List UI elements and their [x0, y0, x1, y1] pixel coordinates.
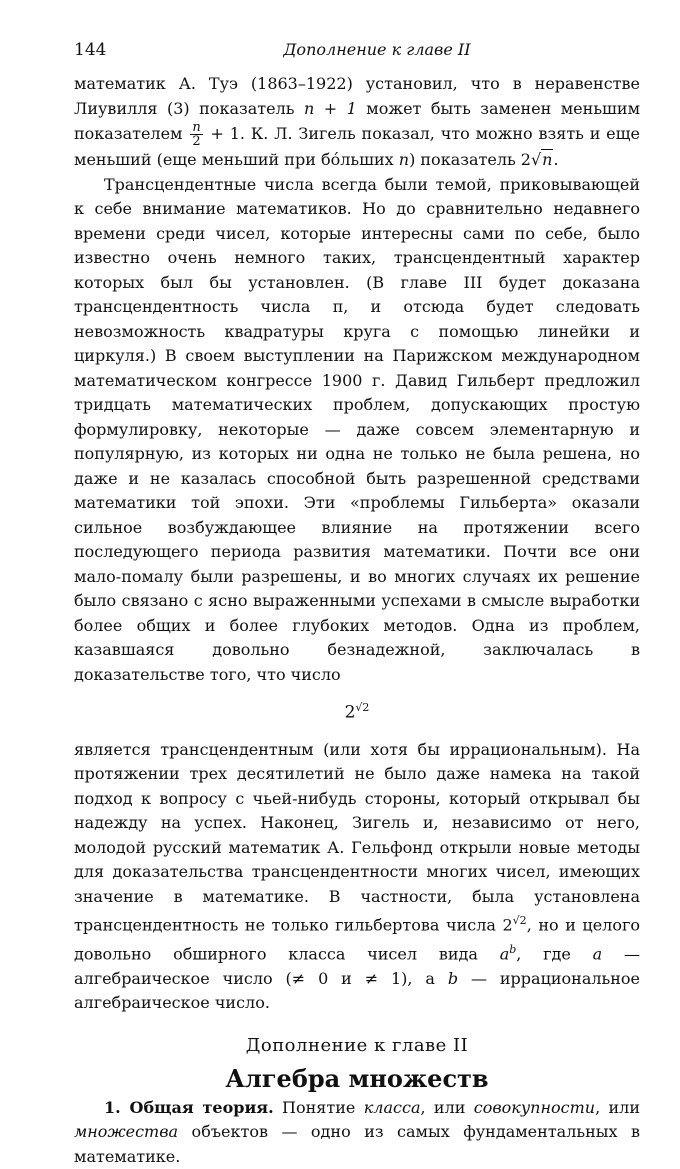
variable-b: b [447, 968, 459, 988]
section-title: Алгебра множеств [225, 1063, 489, 1093]
exponent-b: b [509, 942, 517, 956]
fraction-numerator: n [192, 120, 201, 135]
formula-n-plus-1: n + 1 [303, 98, 357, 118]
section-text-e: , или [595, 1097, 640, 1117]
page-header [74, 40, 640, 62]
fraction-n-over-2 [190, 121, 202, 148]
section-text-c: , или [420, 1097, 474, 1117]
term-class: класса [363, 1097, 421, 1117]
paragraph-3 [74, 738, 640, 1016]
paragraph-1-end: . [553, 150, 559, 169]
paragraph-1-text-f: ) показатель 2√ [409, 150, 542, 169]
section-text-g: объектов — одно из самых фундаментальных в математике. [74, 1122, 640, 1166]
paragraph-1-text-a: математик А. Туэ (1863–1922) установил, что в неравенстве Лиувилля (3) показатель [74, 74, 640, 118]
variable-a-2: a [592, 944, 603, 964]
section-paragraph [74, 1096, 640, 1169]
paragraph-3-text-f: , где [516, 944, 593, 964]
term-collection: совокупности [473, 1097, 596, 1117]
paragraph-2: Трансцендентные числа всегда были темой, приковывающей к себе внимание математиков. Но до сравнительно недавнего времени среди чисел, которые интересны сами по себе, было известно очень немного таких, трансцендентный характер которых был бы установлен. (В главе III будет доказана трансцендентность числа π, и отсюда будет следовать невозможность квадратуры круга с помощью линейки и циркуля.) В своем выступлении на Парижском международном математическом конгрессе 1900 г. Давид Гильберт предложил тридцать математических проблем, допускающих простую формулировку, некоторые — даже совсем элементарную и популярную, из которых ни одна не только не была решена, но даже и не казалась способной быть разрешенной средствами математики той эпохи. Эти «проблемы Гильберта» оказали сильное возбуждающее влияние на протяжении всего последующего периода развития математики. Почти все они мало-помалу были разрешены, и во многих случаях их решение было связано с ясно выраженными успехами в смысле выработки более общих и более глубоких методов. Одна из проблем, казавшаяся довольно безнадежной, заключалась в доказательстве того, что число [74, 174, 640, 684]
display-exponent: √2 [355, 701, 370, 714]
section-text-a: Понятие [273, 1097, 364, 1117]
variable-n: n [398, 150, 410, 169]
display-formula [74, 697, 640, 724]
section-label: Дополнение к главе II [245, 1034, 469, 1056]
fraction-denominator: 2 [192, 134, 201, 149]
page-body [74, 72, 640, 1169]
exponent-sqrt2: √2 [512, 914, 527, 928]
paragraph-1-text-d: + 1. К. Л. Зигель показал, что можно взять и еще меньший (еще меньший при бо́льших [74, 124, 640, 169]
running-title: Дополнение к главе II [283, 40, 471, 59]
paragraph-3-text-j: — иррациональное алгебраическое число. [74, 968, 640, 1013]
paragraph-3-text-h: — алгебраическое число (≠ 0 и ≠ 1), а [74, 944, 640, 988]
term-set: множества [74, 1122, 179, 1142]
paragraph-3-text-a: является трансцендентным (или хотя бы иррациональным). На протяжении трех десятилетий не было даже намека на такой подход к вопросу с чьей-нибудь стороны, который открывал бы надежду на успех. Наконец, Зигель и, независимо от него, молодой русский математик А. Гельфонд открыли новые методы для доказательства трансцендентности многих чисел, имеющих значение в математике. В частности, была установлена трансцендентность не только гильбертова числа 2 [74, 739, 640, 935]
variable-a: a [499, 944, 510, 964]
display-base: 2 [344, 702, 356, 723]
subsection-heading: 1. Общая теория. [104, 1097, 274, 1117]
paragraph-1-text-c: может быть заменен меньшим показателем [74, 98, 641, 143]
sqrt-radicand: n [542, 150, 553, 169]
paragraph-3-text-c: , но и целого довольно обширного класса чисел вида [74, 915, 640, 964]
page-number: 144 [74, 40, 107, 60]
paragraph-1 [74, 72, 640, 173]
